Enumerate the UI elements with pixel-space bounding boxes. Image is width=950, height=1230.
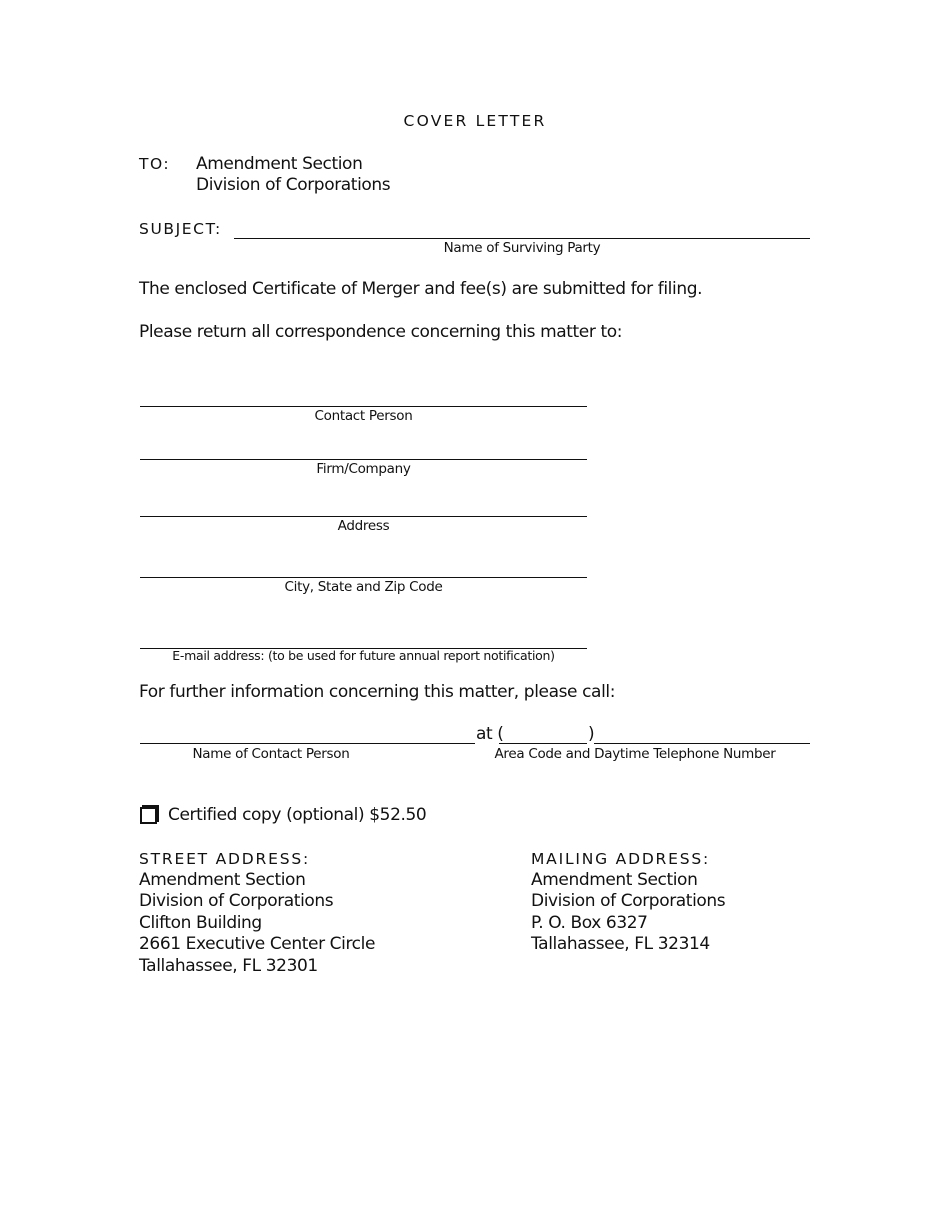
- phone-number-underline: [594, 743, 810, 744]
- mailing-address-line-1: Amendment Section: [531, 870, 698, 890]
- to-line-2: Division of Corporations: [196, 175, 391, 195]
- firm-company-underline: [140, 459, 587, 460]
- subject-underline: [234, 238, 810, 239]
- firm-company-input[interactable]: [140, 437, 587, 459]
- mailing-address-line-2: Division of Corporations: [531, 891, 726, 911]
- mailing-address-line-3: P. O. Box 6327: [531, 913, 648, 933]
- email-input[interactable]: [140, 626, 587, 648]
- subject-caption: Name of Surviving Party: [443, 240, 601, 256]
- street-address-heading: STREET ADDRESS:: [139, 850, 310, 868]
- intro-line-2: Please return all correspondence concerning this matter to:: [139, 322, 623, 342]
- contact-person-underline: [140, 406, 587, 407]
- area-code-underline: [499, 743, 587, 744]
- contact-name-input[interactable]: [140, 721, 475, 743]
- to-line-1: Amendment Section: [196, 154, 363, 174]
- city-state-zip-input[interactable]: [140, 555, 587, 577]
- certified-copy-label: Certified copy (optional) $52.50: [168, 805, 427, 825]
- at-label: at (: [476, 724, 504, 744]
- city-state-zip-underline: [140, 577, 587, 578]
- area-code-input[interactable]: [499, 721, 587, 743]
- street-address-line-2: Division of Corporations: [139, 891, 334, 911]
- contact-person-input[interactable]: [140, 384, 587, 406]
- address-underline: [140, 516, 587, 517]
- phone-caption: Area Code and Daytime Telephone Number: [494, 746, 776, 762]
- street-address-line-5: Tallahassee, FL 32301: [139, 956, 318, 976]
- further-info-text: For further information concerning this matter, please call:: [139, 682, 616, 702]
- mailing-address-heading: MAILING ADDRESS:: [531, 850, 711, 868]
- certified-copy-checkbox[interactable]: [140, 807, 157, 824]
- intro-line-1: The enclosed Certificate of Merger and fee(s) are submitted for filing.: [139, 279, 703, 299]
- city-state-zip-caption: City, State and Zip Code: [284, 579, 443, 595]
- contact-name-caption: Name of Contact Person: [192, 746, 350, 762]
- mailing-address-line-4: Tallahassee, FL 32314: [531, 934, 710, 954]
- email-caption: E-mail address: (to be used for future annual report notification): [172, 648, 555, 663]
- phone-number-input[interactable]: [594, 721, 810, 743]
- page-title: COVER LETTER: [403, 112, 547, 130]
- street-address-line-1: Amendment Section: [139, 870, 306, 890]
- subject-input[interactable]: [234, 216, 810, 238]
- close-paren: ): [588, 724, 595, 744]
- street-address-line-3: Clifton Building: [139, 913, 262, 933]
- firm-company-caption: Firm/Company: [316, 461, 411, 477]
- to-label: TO:: [139, 155, 171, 173]
- address-caption: Address: [337, 518, 390, 534]
- subject-label: SUBJECT:: [139, 220, 222, 238]
- contact-name-underline: [140, 743, 475, 744]
- contact-person-caption: Contact Person: [314, 408, 413, 424]
- street-address-line-4: 2661 Executive Center Circle: [139, 934, 375, 954]
- address-input[interactable]: [140, 494, 587, 516]
